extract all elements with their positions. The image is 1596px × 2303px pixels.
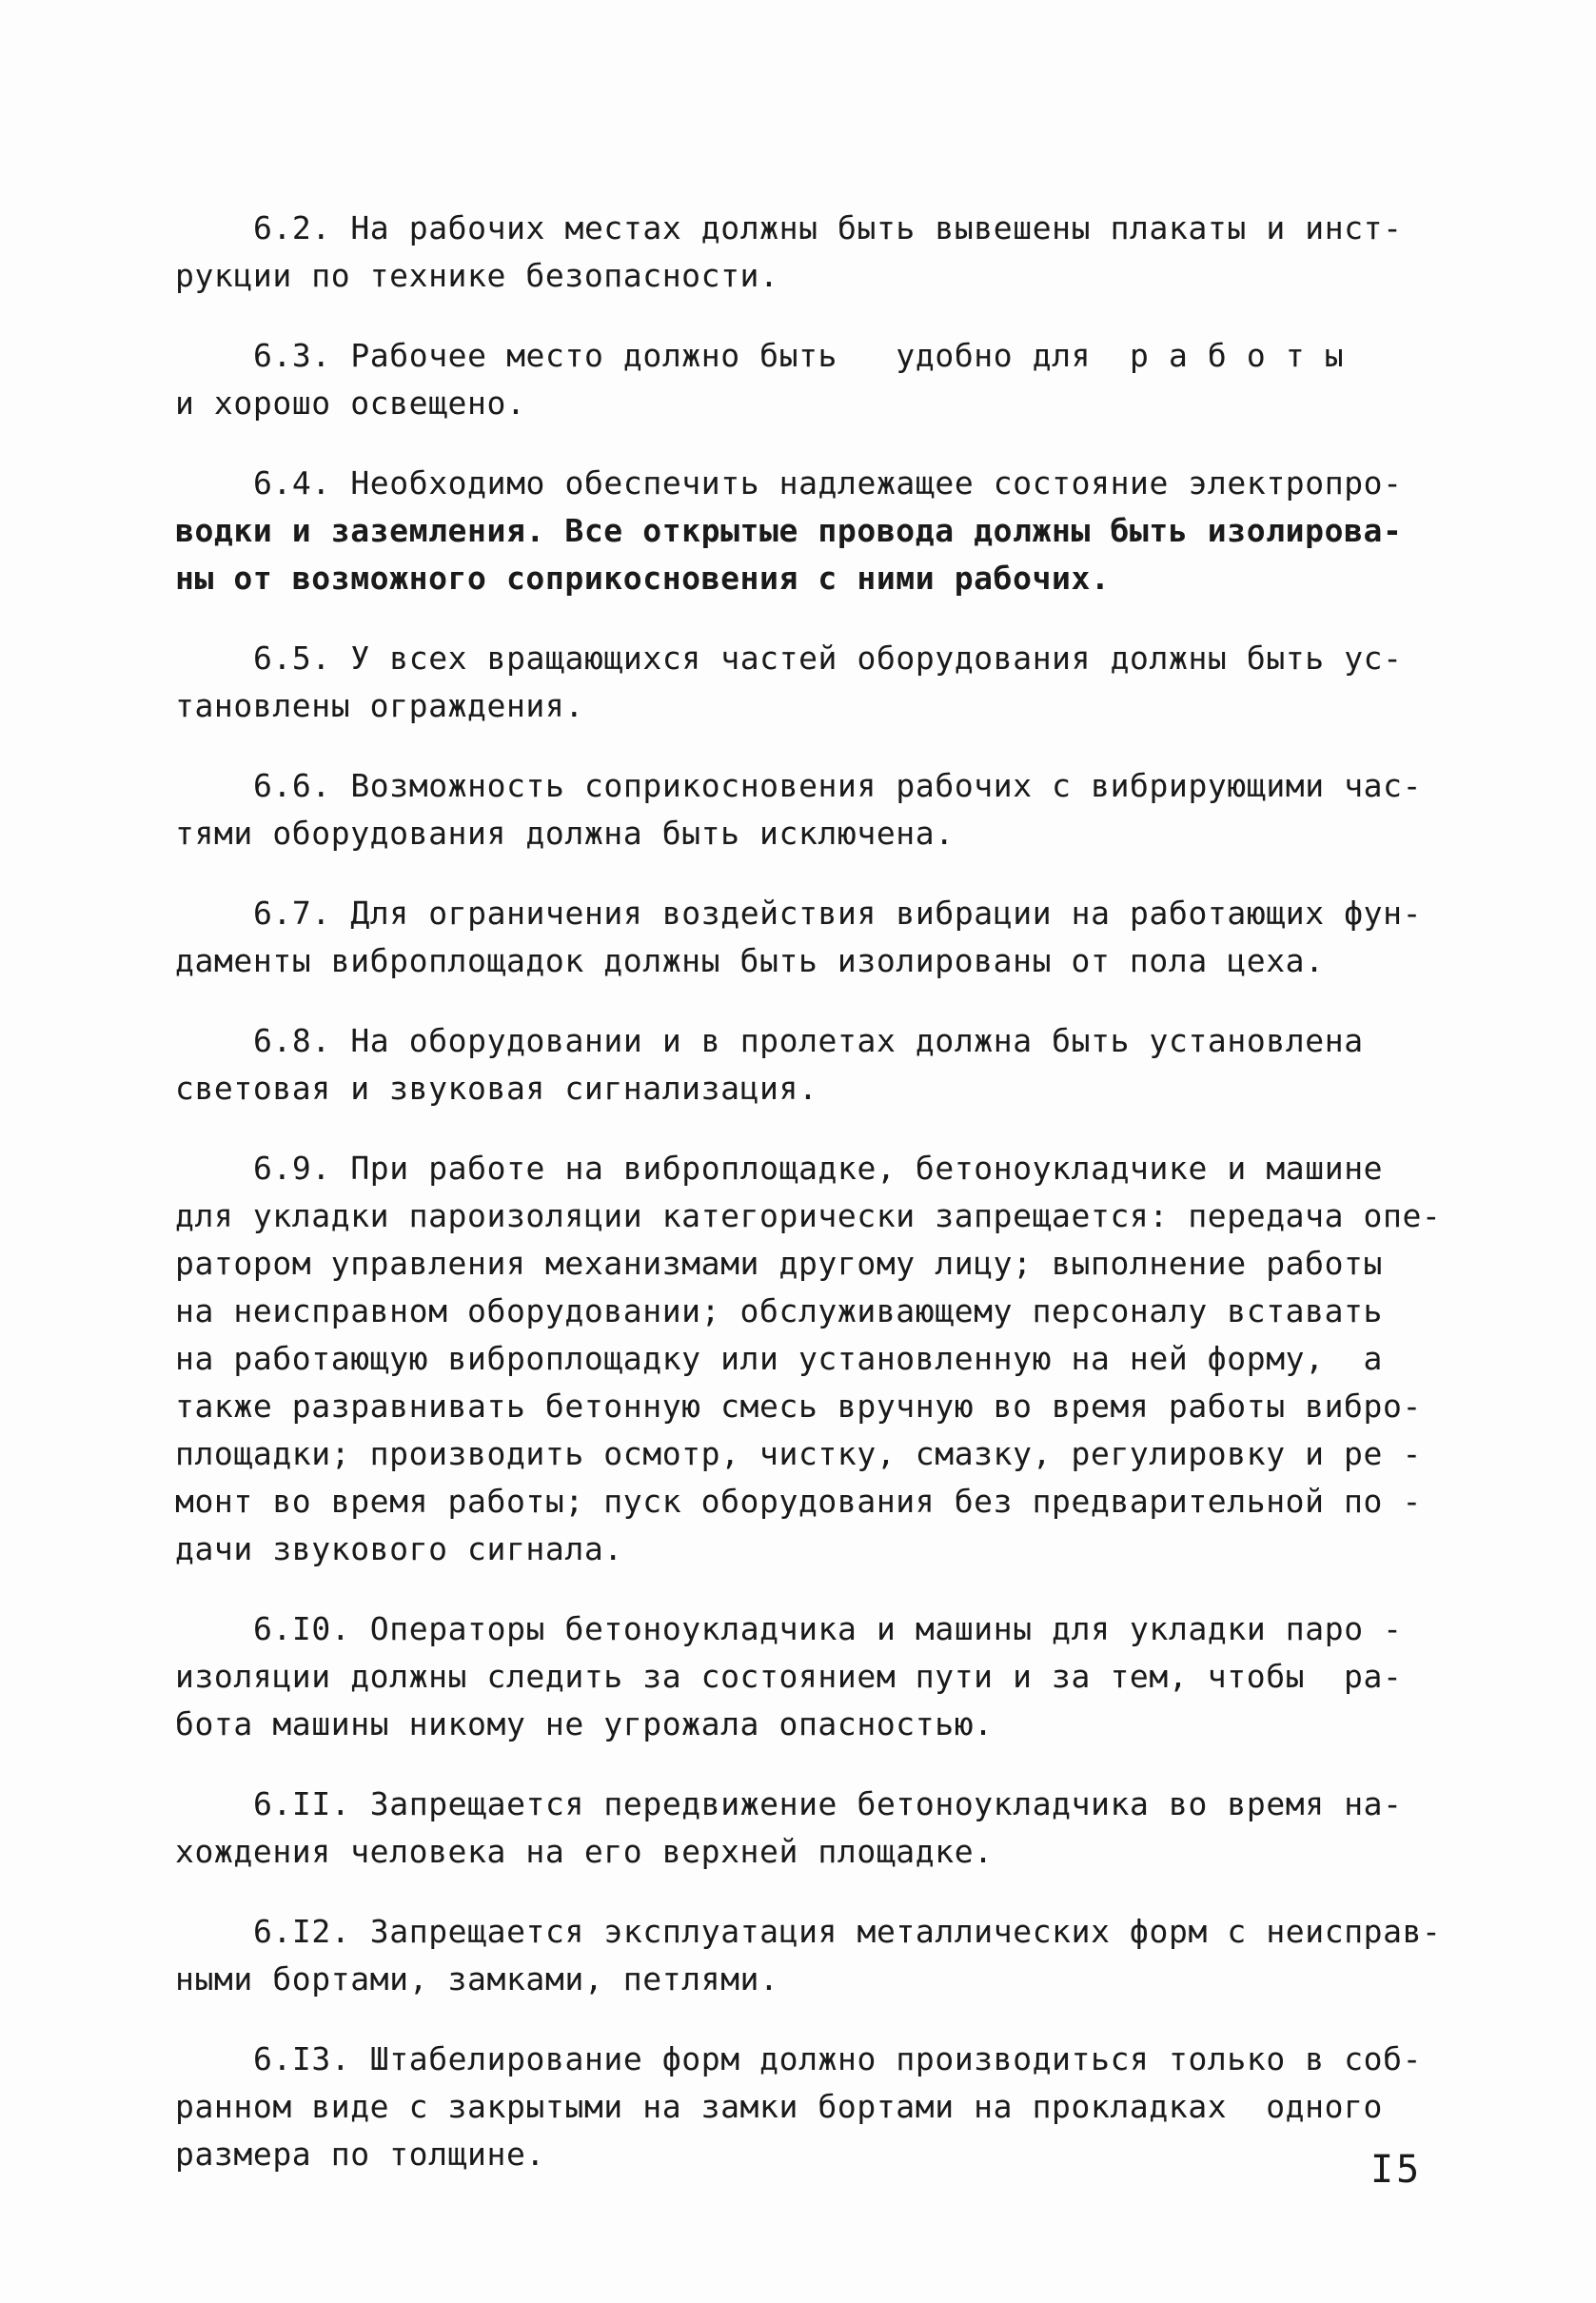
paragraph-line: 6.II. Запрещается передвижение бетоноукладчика во время на- bbox=[253, 1785, 1403, 1822]
paragraph-line: 6.7. Для ограничения воздействия вибрации на работающих фун- bbox=[253, 895, 1423, 932]
paragraph-line: 6.I3. Штабелирование форм должно производиться только в соб- bbox=[253, 2040, 1423, 2077]
paragraph-line: 6.9. При работе на виброплощадке, бетоноукладчике и машине bbox=[253, 1150, 1384, 1187]
paragraph-6-5 bbox=[175, 635, 1431, 730]
paragraph-line: размера по толщине. bbox=[175, 2136, 545, 2173]
paragraph-line: изоляции должны следить за состоянием пути и за тем, чтобы ра- bbox=[175, 1658, 1403, 1695]
paragraph-line: 6.5. У всех вращающихся частей оборудования должны быть ус- bbox=[253, 640, 1403, 677]
paragraph-line: ными бортами, замками, петлями. bbox=[175, 1960, 779, 1998]
paragraph-line: даменты виброплощадок должны быть изолированы от пола цеха. bbox=[175, 942, 1325, 979]
paragraph-6-13 bbox=[175, 2036, 1431, 2178]
paragraph-6-9 bbox=[175, 1145, 1442, 1573]
paragraph-6-12 bbox=[175, 1908, 1442, 2003]
paragraph-6-4 bbox=[175, 460, 1431, 602]
paragraph-6-8 bbox=[175, 1017, 1431, 1112]
paragraph-line: 6.2. На рабочих местах должны быть вывешены плакаты и инст- bbox=[253, 209, 1403, 246]
paragraph-6-2 bbox=[175, 205, 1431, 300]
paragraph-6-10 bbox=[175, 1605, 1431, 1748]
paragraph-line: площадки; производить осмотр, чистку, смазку, регулировку и ре - bbox=[175, 1435, 1422, 1472]
paragraph-line: ны от возможного соприкосновения с ними рабочих. bbox=[175, 560, 1111, 597]
paragraph-6-11 bbox=[175, 1781, 1431, 1876]
paragraph-line: бота машины никому не угрожала опасностью. bbox=[175, 1705, 994, 1742]
paragraph-line: монт во время работы; пуск оборудования без предварительной по - bbox=[175, 1483, 1422, 1520]
paragraph-6-7 bbox=[175, 890, 1431, 985]
paragraph-line: тановлены ограждения. bbox=[175, 687, 584, 724]
paragraph-line: хождения человека на его верхней площадке. bbox=[175, 1833, 994, 1870]
document-body bbox=[175, 205, 1442, 2211]
paragraph-line: на неисправном оборудовании; обслуживающему персоналу вставать bbox=[175, 1292, 1383, 1329]
paragraph-line: ранном виде с закрытыми на замки бортами на прокладках одного bbox=[175, 2088, 1383, 2125]
paragraph-line: 6.4. Необходимо обеспечить надлежащее состояние электропро- bbox=[253, 464, 1403, 502]
paragraph-line: ратором управления механизмами другому лицу; выполнение работы bbox=[175, 1245, 1383, 1282]
paragraph-line: для укладки пароизоляции категорически запрещается: передача опе- bbox=[175, 1197, 1442, 1234]
paragraph-line: водки и заземления. Все открытые провода должны быть изолирова- bbox=[175, 512, 1403, 549]
paragraph-line: на работающую виброплощадку или установленную на ней форму, а bbox=[175, 1340, 1383, 1377]
paragraph-line: и хорошо освещено. bbox=[175, 384, 526, 422]
paragraph-line: 6.I0. Операторы бетоноукладчика и машины для укладки паро - bbox=[253, 1610, 1403, 1647]
paragraph-line: тями оборудования должна быть исключена. bbox=[175, 815, 955, 852]
paragraph-line: 6.6. Возможность соприкосновения рабочих с вибрирующими час- bbox=[253, 767, 1423, 804]
paragraph-line: 6.3. Рабочее место должно быть удобно для р а б о т ы bbox=[253, 337, 1345, 374]
page-number: I5 bbox=[1370, 2148, 1423, 2192]
paragraph-line: 6.I2. Запрещается эксплуатация металлических форм с неисправ- bbox=[253, 1913, 1442, 1950]
paragraph-line: 6.8. На оборудовании и в пролетах должна быть установлена bbox=[253, 1022, 1364, 1059]
paragraph-line: световая и звуковая сигнализация. bbox=[175, 1070, 818, 1107]
paragraph-line: дачи звукового сигнала. bbox=[175, 1530, 623, 1567]
paragraph-6-6 bbox=[175, 762, 1431, 857]
paragraph-6-3 bbox=[175, 332, 1431, 427]
paragraph-line: также разравнивать бетонную смесь вручную во время работы вибро- bbox=[175, 1388, 1422, 1425]
paragraph-line: рукции по технике безопасности. bbox=[175, 257, 779, 294]
